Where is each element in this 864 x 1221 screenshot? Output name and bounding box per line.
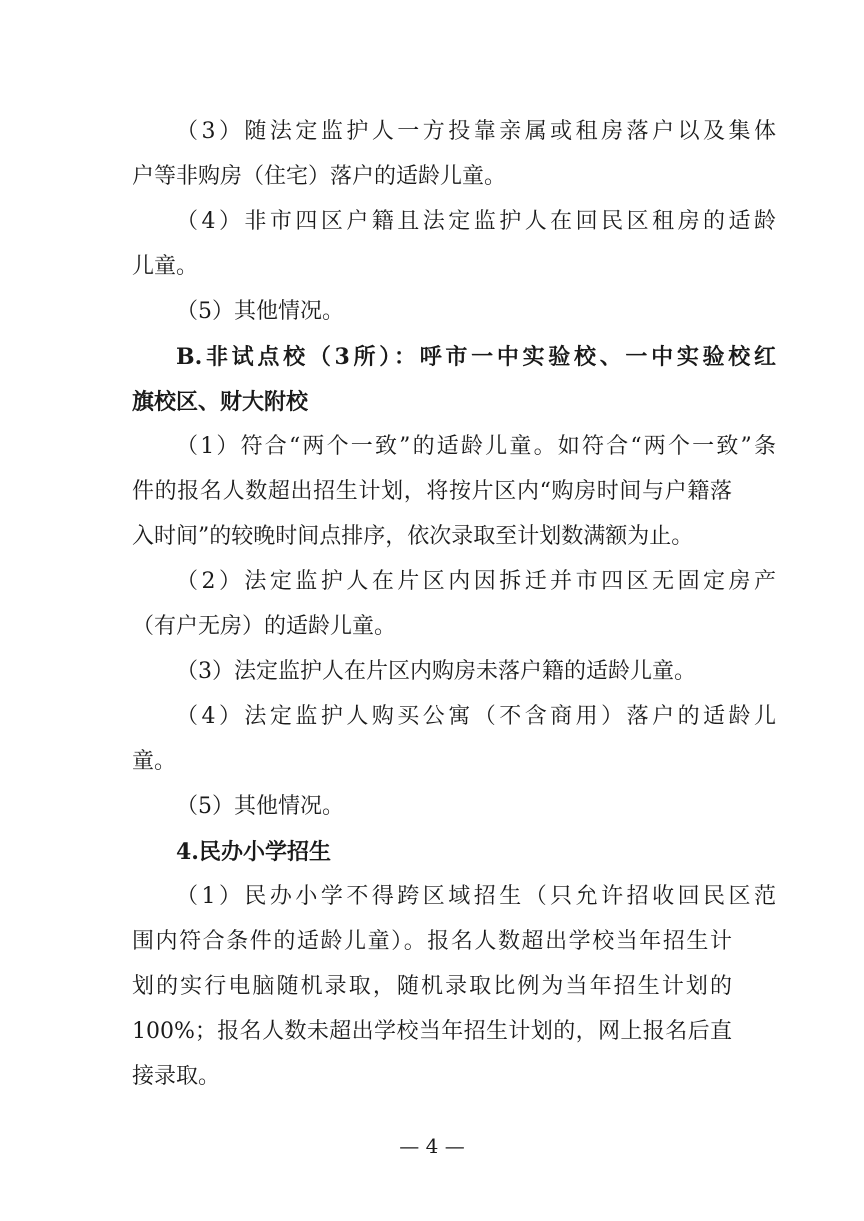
paragraph-line: 户等非购房（住宅）落户的适龄儿童。	[132, 164, 507, 189]
paragraph-line: （4）非市四区户籍且法定监护人在回民区租房的适龄	[176, 209, 776, 234]
paragraph-line: 件的报名人数超出招生计划，将按片区内“购房时间与户籍落	[132, 479, 732, 504]
section-heading-line: B.非试点校（3所）：呼市一中实验校、一中实验校红	[176, 344, 776, 370]
paragraph-line: （5）其他情况。	[176, 794, 344, 819]
page-number: — 4 —	[399, 1134, 465, 1158]
section-heading: 4.民办小学招生	[176, 839, 331, 865]
paragraph-line: 儿童。	[132, 254, 199, 279]
paragraph-line: （3）随法定监护人一方投靠亲属或租房落户以及集体	[176, 119, 776, 144]
section-heading-line: 旗校区、财大附校	[132, 389, 309, 415]
paragraph-line: 围内符合条件的适龄儿童）。报名人数超出学校当年招生计	[132, 929, 732, 954]
paragraph-line: 童。	[132, 749, 177, 774]
paragraph-line: （1）符合“两个一致”的适龄儿童。如符合“两个一致”条	[176, 434, 776, 459]
paragraph-line: （3）法定监护人在片区内购房未落户籍的适龄儿童。	[176, 659, 696, 684]
paragraph-line: （5）其他情况。	[176, 299, 344, 324]
paragraph-line: （4）法定监护人购买公寓（不含商用）落户的适龄儿	[176, 704, 776, 729]
paragraph-line: 接录取。	[132, 1064, 221, 1089]
paragraph-line: 100%；报名人数未超出学校当年招生计划的，网上报名后直	[132, 1019, 732, 1044]
paragraph-line: （有户无房）的适龄儿童。	[132, 614, 397, 639]
paragraph-line: （1）民办小学不得跨区域招生（只允许招收回民区范	[176, 884, 776, 909]
paragraph-line: 入时间”的较晚时间点排序，依次录取至计划数满额为止。	[132, 524, 694, 549]
paragraph-line: 划的实行电脑随机录取，随机录取比例为当年招生计划的	[132, 974, 732, 999]
paragraph-line: （2）法定监护人在片区内因拆迁并市四区无固定房产	[176, 569, 776, 594]
